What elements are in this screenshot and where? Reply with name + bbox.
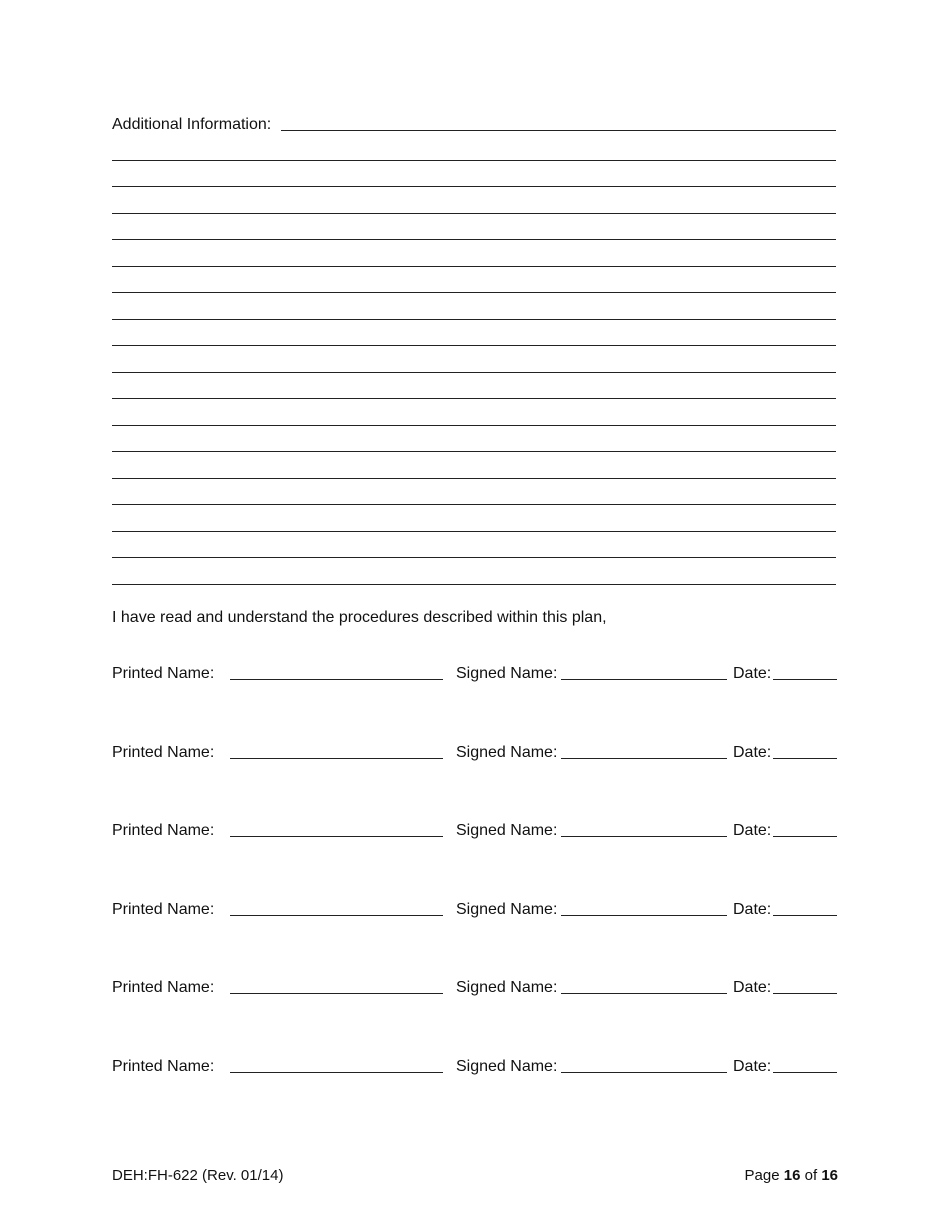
additional-info-row (112, 112, 836, 134)
signed-name-label: Signed Name: (456, 1058, 558, 1075)
signed-name-label: Signed Name: (456, 901, 558, 918)
signed-name-label: Signed Name: (456, 744, 558, 761)
printed-name-label: Printed Name: (112, 665, 215, 682)
form-id: DEH:FH-622 (Rev. 01/14) (112, 1167, 284, 1184)
additional-info-blank-line[interactable] (112, 452, 836, 479)
printed-name-label: Printed Name: (112, 744, 215, 761)
additional-info-blank-line[interactable] (112, 187, 836, 214)
additional-info-blank-line[interactable] (112, 161, 836, 188)
additional-info-blank-line[interactable] (112, 373, 836, 400)
signature-row (112, 1054, 838, 1076)
date-field[interactable] (773, 822, 837, 837)
additional-info-blank-line[interactable] (112, 532, 836, 559)
signed-name-label: Signed Name: (456, 665, 558, 682)
signature-row (112, 661, 838, 683)
additional-info-blank-line[interactable] (112, 558, 836, 585)
date-field[interactable] (773, 1058, 837, 1073)
signed-name-label: Signed Name: (456, 979, 558, 996)
signature-row (112, 897, 838, 919)
additional-info-label: Additional Information: (112, 116, 272, 133)
date-field[interactable] (773, 979, 837, 994)
additional-info-blank-line[interactable] (112, 426, 836, 453)
signature-row (112, 975, 838, 997)
signed-name-field[interactable] (561, 665, 727, 680)
date-label: Date: (733, 901, 772, 918)
signature-row (112, 740, 838, 762)
signed-name-field[interactable] (561, 822, 727, 837)
date-label: Date: (733, 979, 772, 996)
additional-info-blank-line[interactable] (112, 320, 836, 347)
additional-info-blank-line[interactable] (112, 240, 836, 267)
acknowledgement-text: I have read and understand the procedures described within this plan, (112, 609, 607, 626)
additional-info-blank-line[interactable] (112, 346, 836, 373)
additional-info-blank-line[interactable] (112, 479, 836, 506)
printed-name-field[interactable] (230, 822, 443, 837)
signed-name-field[interactable] (561, 1058, 727, 1073)
page-number (745, 1167, 838, 1184)
date-label: Date: (733, 665, 772, 682)
date-label: Date: (733, 822, 772, 839)
printed-name-field[interactable] (230, 1058, 443, 1073)
date-label: Date: (733, 1058, 772, 1075)
signed-name-label: Signed Name: (456, 822, 558, 839)
additional-info-lines (112, 134, 836, 585)
additional-info-blank-line[interactable] (112, 134, 836, 161)
signature-row (112, 818, 838, 840)
signed-name-field[interactable] (561, 901, 727, 916)
additional-info-blank-line[interactable] (112, 399, 836, 426)
additional-info-field[interactable] (281, 116, 836, 131)
additional-info-blank-line[interactable] (112, 267, 836, 294)
printed-name-field[interactable] (230, 744, 443, 759)
page-of: of (804, 1167, 818, 1184)
printed-name-label: Printed Name: (112, 822, 215, 839)
printed-name-label: Printed Name: (112, 901, 215, 918)
date-field[interactable] (773, 744, 837, 759)
signed-name-field[interactable] (561, 744, 727, 759)
page-current: 16 (783, 1167, 801, 1184)
additional-info-blank-line[interactable] (112, 214, 836, 241)
printed-name-label: Printed Name: (112, 979, 215, 996)
additional-info-blank-line[interactable] (112, 505, 836, 532)
page-word: Page (744, 1167, 780, 1184)
date-label: Date: (733, 744, 772, 761)
signed-name-field[interactable] (561, 979, 727, 994)
date-field[interactable] (773, 901, 837, 916)
additional-info-blank-line[interactable] (112, 293, 836, 320)
printed-name-label: Printed Name: (112, 1058, 215, 1075)
date-field[interactable] (773, 665, 837, 680)
printed-name-field[interactable] (230, 665, 443, 680)
page-total: 16 (821, 1167, 838, 1184)
printed-name-field[interactable] (230, 901, 443, 916)
printed-name-field[interactable] (230, 979, 443, 994)
